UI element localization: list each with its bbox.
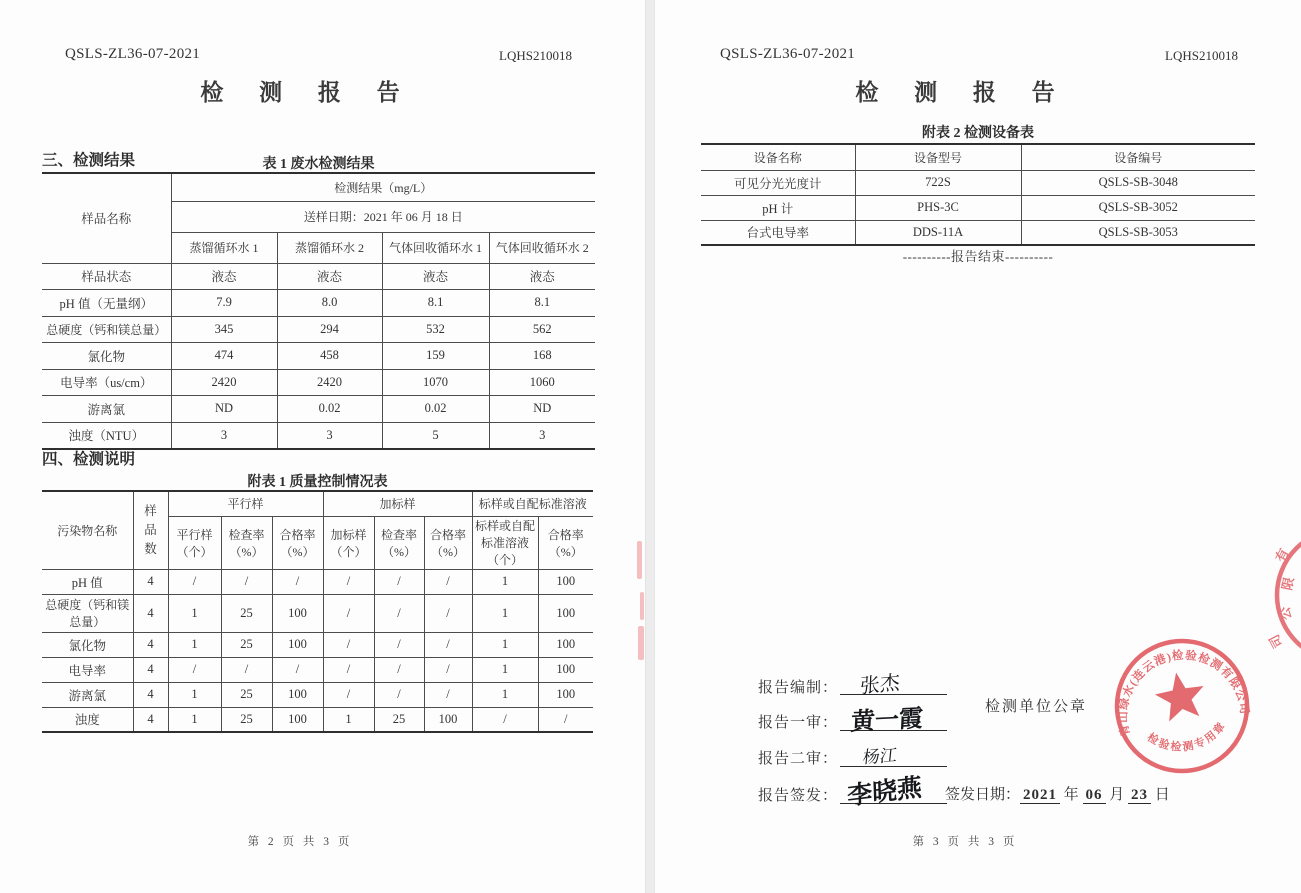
cell: 345: [171, 316, 277, 343]
qc-group-header: 加标样: [323, 491, 472, 516]
cell: /: [374, 594, 424, 632]
cell: 1: [472, 657, 538, 682]
table1-col-header: 气体回收循环水 2: [489, 232, 595, 263]
cell: 2420: [277, 369, 382, 396]
report-number: LQHS210018: [1165, 48, 1238, 63]
cell: 5: [382, 422, 489, 449]
cell: 1: [168, 632, 221, 657]
row-label: 游离氯: [42, 396, 171, 423]
vertical-label: 样品数: [144, 504, 157, 556]
table-row: [42, 707, 593, 732]
cell: /: [272, 569, 323, 594]
equip-model: 722S: [855, 170, 1021, 195]
cell: 4: [133, 657, 168, 682]
cell: 25: [221, 707, 272, 732]
report-page-2: [0, 0, 645, 893]
page-title: 检 测 报 告: [200, 80, 415, 105]
cell: 100: [272, 707, 323, 732]
row-label: pH 值: [42, 569, 133, 594]
equip-model: DDS-11A: [855, 220, 1021, 245]
wastewater-results-table: [42, 172, 595, 450]
cell: 25: [374, 707, 424, 732]
cell: 3: [171, 422, 277, 449]
cell: 168: [489, 343, 595, 370]
equipment-table: [701, 143, 1255, 246]
qc-col2-header: [133, 491, 168, 569]
table1-result-header: 检测结果（mg/L）: [171, 173, 595, 201]
year-unit: 年: [1063, 787, 1079, 803]
cell: 1: [472, 682, 538, 707]
cell: 25: [221, 594, 272, 632]
table1-col-header: 气体回收循环水 1: [382, 232, 489, 263]
cell: /: [538, 707, 593, 732]
report-end-mark: ----------报告结束----------: [902, 249, 1054, 264]
cell: /: [323, 682, 374, 707]
cell: 4: [133, 632, 168, 657]
cell: 100: [272, 632, 323, 657]
cell: 液态: [489, 263, 595, 290]
equip-name: 台式电导率: [701, 220, 855, 245]
cell: 25: [221, 682, 272, 707]
handwritten-signature: 张杰: [859, 671, 901, 699]
cell: 1: [472, 632, 538, 657]
cell: 3: [489, 422, 595, 449]
equip-model: PHS-3C: [855, 195, 1021, 220]
cell: /: [272, 657, 323, 682]
cell: 液态: [277, 263, 382, 290]
section-4-heading: 四、检测说明: [42, 451, 136, 468]
qc-sub-header: 检查率（%）: [221, 516, 272, 569]
cell: 1: [168, 682, 221, 707]
row-label: 浊度: [42, 707, 133, 732]
cell: /: [323, 657, 374, 682]
table1-col-header: 蒸馏循环水 1: [171, 232, 277, 263]
cell: 4: [133, 594, 168, 632]
ink-smudge: [638, 626, 644, 660]
section-3-heading: 三、检测结果: [42, 152, 136, 169]
equip-col-header: 设备型号: [855, 144, 1021, 170]
cell: 100: [538, 682, 593, 707]
qc-table-caption: 附表 1 质量控制情况表: [247, 475, 388, 490]
table-row: [42, 369, 595, 396]
qc-sub-header: 标样或自配标准溶液（个）: [472, 516, 538, 569]
equip-name: pH 计: [701, 195, 855, 220]
report-number: LQHS210018: [499, 48, 572, 63]
issue-year: 2021: [1020, 787, 1060, 804]
cell: 1: [472, 594, 538, 632]
page-number-footer: 第 2 页 共 3 页: [247, 836, 353, 848]
handwritten-signature: 李晓燕: [846, 774, 923, 811]
cell: ND: [489, 396, 595, 423]
cell: 1: [472, 569, 538, 594]
table-row: [42, 396, 595, 423]
cell: /: [323, 594, 374, 632]
cell: 100: [272, 594, 323, 632]
table-row: [42, 422, 595, 449]
equip-serial: QSLS-SB-3048: [1021, 170, 1255, 195]
svg-text:检验检测专用章: 检验检测专用章: [1144, 719, 1229, 754]
cell: 4: [133, 707, 168, 732]
cell: 294: [277, 316, 382, 343]
row-label: 总硬度（钙和镁总量）: [42, 594, 133, 632]
table1-date-header: 送样日期：2021 年 06 月 18 日: [171, 201, 595, 232]
report-page-3: [655, 0, 1301, 893]
qc-sub-header: 平行样（个）: [168, 516, 221, 569]
cell: 100: [538, 657, 593, 682]
cell: 8.1: [382, 290, 489, 317]
sig-label-first-review: 报告一审：: [758, 715, 839, 731]
table-row: [42, 343, 595, 370]
qc-sub-header: 检查率（%）: [374, 516, 424, 569]
svg-text:有: 有: [1272, 545, 1292, 565]
cell: /: [374, 632, 424, 657]
equip-col-header: 设备名称: [701, 144, 855, 170]
cell: /: [168, 657, 221, 682]
cell: /: [424, 657, 472, 682]
signature-line: [840, 766, 947, 767]
table1-col-header: 蒸馏循环水 2: [277, 232, 382, 263]
cell: 25: [221, 632, 272, 657]
official-seal-caption: 检测单位公章: [985, 699, 1088, 715]
partial-seal-stamp: [1243, 523, 1301, 673]
cell: 474: [171, 343, 277, 370]
month-unit: 月: [1109, 787, 1125, 803]
cell: 8.1: [489, 290, 595, 317]
cell: /: [323, 569, 374, 594]
cell: /: [424, 569, 472, 594]
cell: 1070: [382, 369, 489, 396]
ink-smudge: [637, 541, 642, 579]
row-label: 氯化物: [42, 343, 171, 370]
cell: /: [374, 569, 424, 594]
cell: /: [424, 682, 472, 707]
cell: 100: [424, 707, 472, 732]
issue-day: 23: [1128, 787, 1151, 804]
cell: 1060: [489, 369, 595, 396]
equip-col-header: 设备编号: [1021, 144, 1255, 170]
cell: 7.9: [171, 290, 277, 317]
handwritten-signature: 黄一霞: [850, 706, 924, 736]
equip-serial: QSLS-SB-3053: [1021, 220, 1255, 245]
table1-corner-header: 样品名称: [42, 173, 171, 263]
svg-text:限: 限: [1279, 575, 1297, 592]
svg-text:公: 公: [1276, 605, 1294, 622]
table-row: [42, 569, 593, 594]
table-row: [701, 195, 1255, 220]
quality-control-table: [42, 490, 593, 733]
table-row: [701, 170, 1255, 195]
doc-code: QSLS-ZL36-07-2021: [65, 46, 201, 62]
cell: 1: [168, 594, 221, 632]
cell: ND: [171, 396, 277, 423]
cell: 0.02: [382, 396, 489, 423]
cell: 1: [168, 707, 221, 732]
cell: /: [424, 594, 472, 632]
row-label: 电导率（us/cm）: [42, 369, 171, 396]
qc-group-header: 平行样: [168, 491, 323, 516]
cell: /: [472, 707, 538, 732]
cell: /: [221, 569, 272, 594]
qc-sub-header: 加标样（个）: [323, 516, 374, 569]
row-label: 浊度（NTU）: [42, 422, 171, 449]
doc-code: QSLS-ZL36-07-2021: [720, 46, 856, 62]
equip-name: 可见分光光度计: [701, 170, 855, 195]
day-unit: 日: [1154, 787, 1170, 803]
cell: 2420: [171, 369, 277, 396]
svg-text:司: 司: [1266, 632, 1286, 651]
cell: 100: [272, 682, 323, 707]
cell: 562: [489, 316, 595, 343]
cell: /: [374, 657, 424, 682]
cell: /: [374, 682, 424, 707]
table1-caption: 表 1 废水检测结果: [262, 157, 375, 172]
cell: 3: [277, 422, 382, 449]
seal-star-icon: [1152, 668, 1209, 723]
cell: /: [424, 632, 472, 657]
cell: /: [221, 657, 272, 682]
table-row: [42, 290, 595, 317]
row-label: 氯化物: [42, 632, 133, 657]
equipment-table-caption: 附表 2 检测设备表: [922, 126, 1034, 141]
table-row: [42, 263, 595, 290]
cell: 458: [277, 343, 382, 370]
qc-group-header: 标样或自配标准溶液: [472, 491, 593, 516]
cell: 液态: [171, 263, 277, 290]
page-gap-divider: [645, 0, 655, 893]
cell: /: [168, 569, 221, 594]
sig-label-second-review: 报告二审：: [758, 751, 839, 767]
table-row: [701, 220, 1255, 245]
issue-month: 06: [1083, 787, 1106, 804]
cell: 液态: [382, 263, 489, 290]
qc-sub-header: 合格率（%）: [424, 516, 472, 569]
cell: 159: [382, 343, 489, 370]
row-label: pH 值（无量纲）: [42, 290, 171, 317]
cell: 4: [133, 569, 168, 594]
cell: 1: [323, 707, 374, 732]
table-row: [42, 632, 593, 657]
page-number-footer: 第 3 页 共 3 页: [912, 836, 1018, 848]
handwritten-signature: 杨江: [861, 745, 898, 768]
cell: 532: [382, 316, 489, 343]
sig-label-issued-by: 报告签发：: [758, 788, 839, 804]
cell: 100: [538, 569, 593, 594]
cell: 100: [538, 594, 593, 632]
row-label: 电导率: [42, 657, 133, 682]
qc-sub-header: 合格率（%）: [272, 516, 323, 569]
row-label: 游离氯: [42, 682, 133, 707]
table-row: [42, 594, 593, 632]
cell: 0.02: [277, 396, 382, 423]
svg-text:青山绿水(连云港)检验检测有限公司: 青山绿水(连云港)检验检测有限公司: [1117, 649, 1251, 738]
cell: /: [323, 632, 374, 657]
table-row: [42, 682, 593, 707]
cell: 4: [133, 682, 168, 707]
sig-label-prepared-by: 报告编制：: [758, 680, 839, 696]
qc-sub-header: 合格率（%）: [538, 516, 593, 569]
issue-date-label: 签发日期：: [945, 787, 1021, 803]
table-row: [42, 316, 595, 343]
row-label: 总硬度（钙和镁总量）: [42, 316, 171, 343]
row-label: 样品状态: [42, 263, 171, 290]
equip-serial: QSLS-SB-3052: [1021, 195, 1255, 220]
cell: 100: [538, 632, 593, 657]
page-title: 检 测 报 告: [855, 80, 1070, 105]
table-row: [42, 657, 593, 682]
cell: 8.0: [277, 290, 382, 317]
qc-col1-header: 污染物名称: [42, 491, 133, 569]
ink-smudge: [640, 592, 644, 620]
